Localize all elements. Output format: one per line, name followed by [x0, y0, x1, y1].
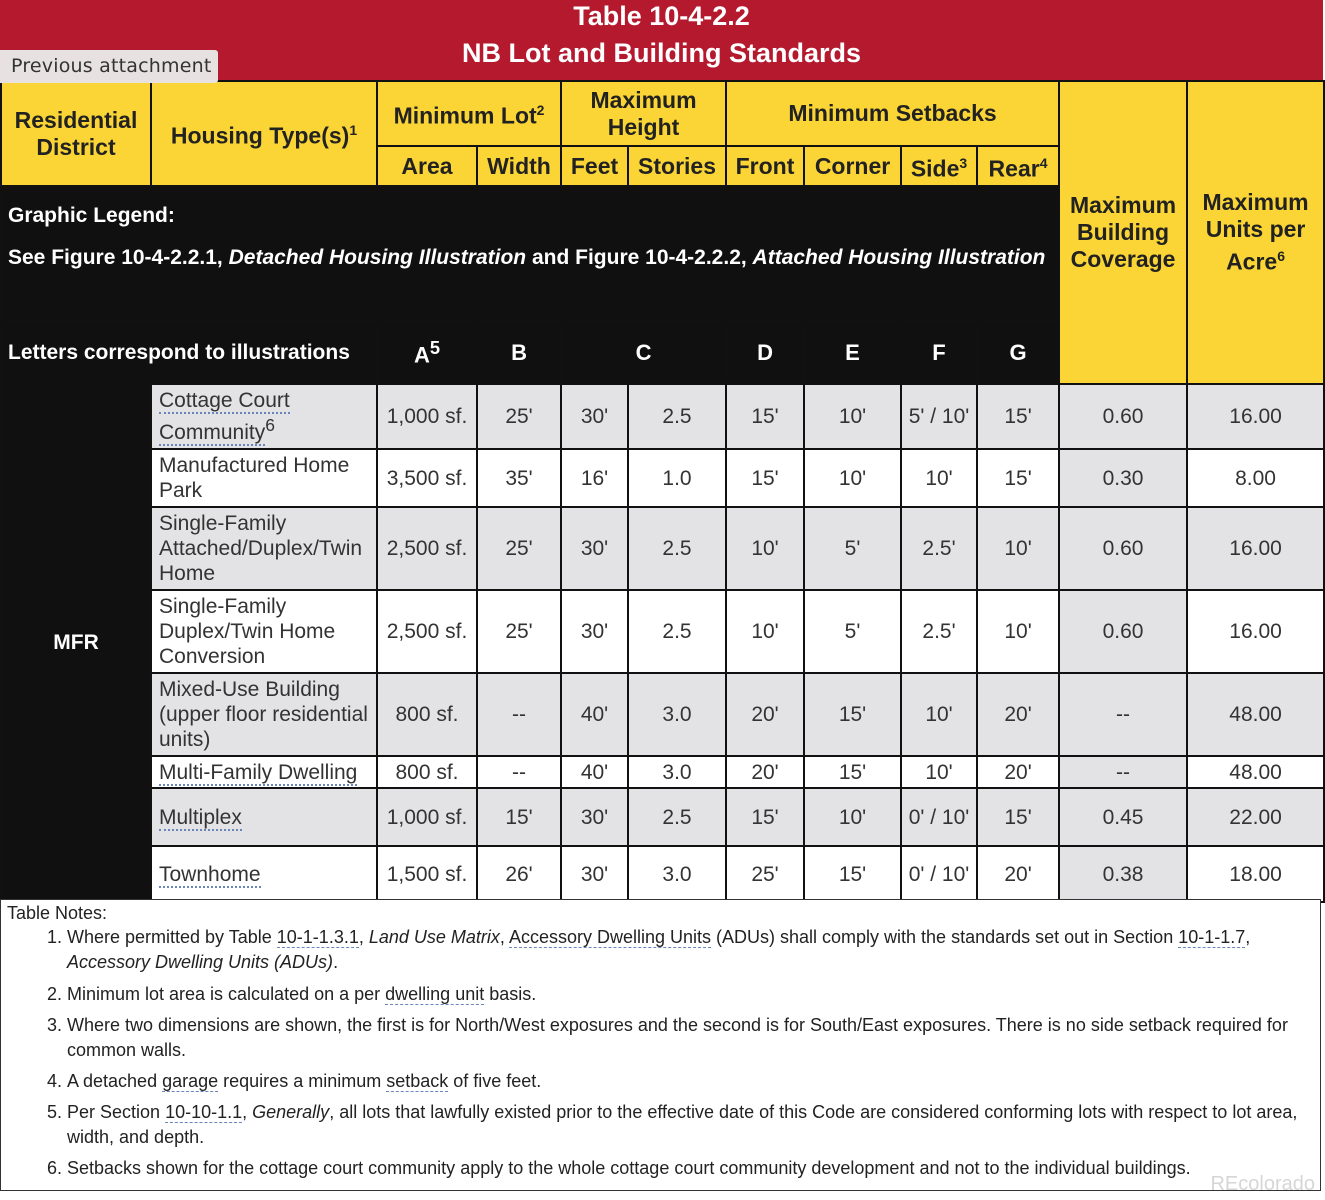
- cell-units: 18.00: [1187, 846, 1324, 902]
- housing-type[interactable]: Townhome: [151, 846, 377, 902]
- cell-rear: 15': [977, 384, 1059, 449]
- cell-rear: 20': [977, 756, 1059, 788]
- table-row: [1, 756, 1324, 788]
- notes-heading: Table Notes:: [7, 903, 108, 923]
- cell-units: 16.00: [1187, 590, 1324, 673]
- cell-area: 3,500 sf.: [377, 449, 477, 507]
- note-4: 4. A detached garage requires a minimum setback of five feet.: [47, 1071, 542, 1091]
- header-rear: Rear$^4$: [977, 146, 1059, 186]
- letter-a: $A^5$: [377, 321, 477, 384]
- cell-area: 1,000 sf.: [377, 788, 477, 846]
- table-row: [1, 507, 1324, 590]
- cell-rear: 10': [977, 590, 1059, 673]
- cell-feet: 30': [561, 846, 628, 902]
- cell-units: 16.00: [1187, 507, 1324, 590]
- cell-front: 25': [726, 846, 804, 902]
- link-section-10-10-1-1[interactable]: 10-10-1.1: [165, 1102, 243, 1122]
- cell-front: 15': [726, 788, 804, 846]
- table-row: [1, 846, 1324, 902]
- cell-front: 10': [726, 590, 804, 673]
- standards-table: [0, 80, 1325, 903]
- table-row: [1, 449, 1324, 507]
- table-row: [1, 384, 1324, 449]
- cell-coverage: --: [1059, 756, 1187, 788]
- cell-stories: 3.0: [628, 756, 726, 788]
- letter-e: E: [804, 321, 901, 384]
- cell-front: 15': [726, 449, 804, 507]
- watermark: REcolorado: [1210, 1173, 1315, 1195]
- cell-coverage: 0.60: [1059, 590, 1187, 673]
- housing-type[interactable]: Cottage Court Community$^6$: [151, 384, 377, 449]
- district-mfr: MFR: [1, 384, 151, 902]
- note-6: 6. Setbacks shown for the cottage court community apply to the whole cottage court community development and not to the individual buildings.: [47, 1158, 1191, 1178]
- cell-width: 26': [477, 846, 561, 902]
- header-width: Width: [477, 146, 561, 186]
- cell-width: 35': [477, 449, 561, 507]
- cell-area: 2,500 sf.: [377, 590, 477, 673]
- cell-area: 800 sf.: [377, 756, 477, 788]
- header-maximum-height: Maximum Height: [561, 81, 726, 146]
- header-max-building-coverage: Maximum Building Coverage: [1059, 81, 1187, 384]
- cell-stories: 2.5: [628, 507, 726, 590]
- cell-corner: 5': [804, 507, 901, 590]
- cell-feet: 16': [561, 449, 628, 507]
- letter-b: B: [477, 321, 561, 384]
- cell-width: --: [477, 756, 561, 788]
- note-3: 3. Where two dimensions are shown, the first is for North/West exposures and the second is for South/East exposures. There is no side setback required for common walls.: [47, 1015, 1288, 1060]
- table-row: [1, 590, 1324, 673]
- cell-side: 2.5': [901, 590, 977, 673]
- cell-coverage: 0.38: [1059, 846, 1187, 902]
- cell-side: 5' / 10': [901, 384, 977, 449]
- link-dwelling-unit[interactable]: dwelling unit: [385, 984, 485, 1004]
- legend-text: See Figure 10-4-2.2.1, Detached Housing Illustration and Figure 10-4-2.2.2, Attached Housing Illustration: [8, 246, 1046, 269]
- cell-coverage: 0.60: [1059, 384, 1187, 449]
- housing-type[interactable]: Multi-Family Dwelling: [151, 756, 377, 788]
- cell-area: 1,500 sf.: [377, 846, 477, 902]
- cell-area: 1,000 sf.: [377, 384, 477, 449]
- legend-heading: Graphic Legend:: [8, 204, 175, 227]
- graphic-legend: [1, 186, 1059, 321]
- cell-width: 25': [477, 507, 561, 590]
- header-corner: Corner: [804, 146, 901, 186]
- table-number: Table 10-4-2.2: [573, 1, 750, 31]
- cell-side: 10': [901, 673, 977, 756]
- link-accessory-dwelling-units[interactable]: Accessory Dwelling Units: [508, 927, 711, 947]
- cell-units: 48.00: [1187, 673, 1324, 756]
- cell-side: 10': [901, 449, 977, 507]
- previous-attachment-button[interactable]: Previous attachment: [0, 50, 218, 83]
- cell-side: 0' / 10': [901, 846, 977, 902]
- cell-feet: 30': [561, 384, 628, 449]
- cell-front: 10': [726, 507, 804, 590]
- letter-d: D: [726, 321, 804, 384]
- note-1: 1. Where permitted by Table 10-1-1.3.1, Land Use Matrix, Accessory Dwelling Units (ADUs) shall comply with the standards set out in Section 10-1-1.7, Accessory Dwelling Units (ADUs).: [47, 927, 1251, 972]
- cell-side: 2.5': [901, 507, 977, 590]
- letter-g: G: [977, 321, 1059, 384]
- table-row: [1, 673, 1324, 756]
- housing-type: Mixed-Use Building (upper floor residential units): [151, 673, 377, 756]
- cell-front: 15': [726, 384, 804, 449]
- housing-type: Single-Family Duplex/Twin Home Conversion: [151, 590, 377, 673]
- header-area: Area: [377, 146, 477, 186]
- header-stories: Stories: [628, 146, 726, 186]
- cell-units: 16.00: [1187, 384, 1324, 449]
- note-5: 5. Per Section 10-10-1.1, Generally, all lots that lawfully existed prior to the effective date of this Code are considered conforming lots with respect to lot area, width, and depth.: [47, 1102, 1298, 1147]
- cell-side: 10': [901, 756, 977, 788]
- header-max-units-per-acre: Maximum Units per Acre$^6$: [1187, 81, 1324, 384]
- cell-area: 2,500 sf.: [377, 507, 477, 590]
- header-feet: Feet: [561, 146, 628, 186]
- cell-corner: 15': [804, 673, 901, 756]
- cell-stories: 2.5: [628, 384, 726, 449]
- note-2: 2. Minimum lot area is calculated on a per dwelling unit basis.: [47, 984, 537, 1004]
- cell-rear: 10': [977, 507, 1059, 590]
- cell-rear: 15': [977, 449, 1059, 507]
- cell-area: 800 sf.: [377, 673, 477, 756]
- letters-label: Letters correspond to illustrations: [1, 321, 377, 384]
- cell-units: 8.00: [1187, 449, 1324, 507]
- housing-type: Single-Family Attached/Duplex/Twin Home: [151, 507, 377, 590]
- cell-side: 0' / 10': [901, 788, 977, 846]
- cell-stories: 3.0: [628, 673, 726, 756]
- cell-corner: 15': [804, 756, 901, 788]
- cell-rear: 20': [977, 846, 1059, 902]
- cell-corner: 10': [804, 384, 901, 449]
- cell-width: 25': [477, 384, 561, 449]
- cell-corner: 15': [804, 846, 901, 902]
- link-land-use-matrix-table[interactable]: 10-1-1.3.1: [276, 927, 359, 947]
- cell-coverage: --: [1059, 673, 1187, 756]
- cell-feet: 30': [561, 507, 628, 590]
- cell-feet: 40': [561, 673, 628, 756]
- header-housing-types: Housing $Type(s)^1$: [151, 81, 377, 186]
- header-front: Front: [726, 146, 804, 186]
- header-residential-district: Residential District: [1, 81, 151, 186]
- table-notes: [0, 899, 1321, 1191]
- link-section-10-1-1-7[interactable]: 10-1-1.7: [1178, 927, 1246, 947]
- cell-coverage: 0.30: [1059, 449, 1187, 507]
- cell-stories: 2.5: [628, 788, 726, 846]
- cell-feet: 30': [561, 788, 628, 846]
- cell-corner: 10': [804, 449, 901, 507]
- header-minimum-setbacks: Minimum Setbacks: [726, 81, 1059, 146]
- housing-type: Manufactured Home Park: [151, 449, 377, 507]
- cell-coverage: 0.45: [1059, 788, 1187, 846]
- letter-c: C: [561, 321, 726, 384]
- cell-feet: 40': [561, 756, 628, 788]
- cell-units: 22.00: [1187, 788, 1324, 846]
- table-title: NB Lot and Building Standards: [462, 38, 861, 68]
- cell-corner: 5': [804, 590, 901, 673]
- cell-stories: 1.0: [628, 449, 726, 507]
- cell-front: 20': [726, 673, 804, 756]
- link-setback[interactable]: setback: [386, 1071, 449, 1091]
- cell-stories: 2.5: [628, 590, 726, 673]
- cell-rear: 15': [977, 788, 1059, 846]
- cell-units: 48.00: [1187, 756, 1324, 788]
- cell-feet: 30': [561, 590, 628, 673]
- letter-f: F: [901, 321, 977, 384]
- cell-width: 25': [477, 590, 561, 673]
- cell-width: 15': [477, 788, 561, 846]
- header-minimum-lot: Minimum Lot$^2$: [377, 81, 561, 146]
- table-row: [1, 788, 1324, 846]
- link-garage[interactable]: garage: [162, 1071, 219, 1091]
- cell-stories: 3.0: [628, 846, 726, 902]
- housing-type[interactable]: Multiplex: [151, 788, 377, 846]
- cell-rear: 20': [977, 673, 1059, 756]
- cell-front: 20': [726, 756, 804, 788]
- header-side: Side$^3$: [901, 146, 977, 186]
- cell-width: --: [477, 673, 561, 756]
- cell-coverage: 0.60: [1059, 507, 1187, 590]
- cell-corner: 10': [804, 788, 901, 846]
